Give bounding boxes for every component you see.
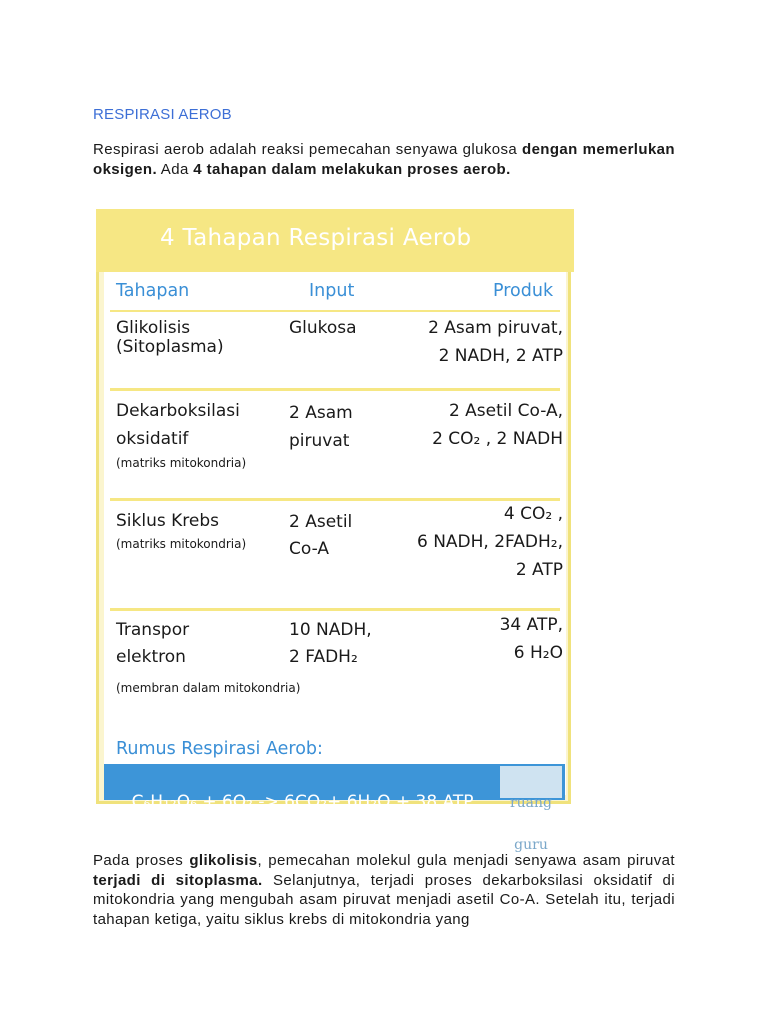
logo-line2: guru bbox=[514, 837, 548, 853]
header-product: Produk bbox=[493, 281, 554, 301]
row3-product-line2: 6 NADH, 2FADH₂, bbox=[416, 532, 563, 552]
row3-input-line2: Co-A bbox=[289, 539, 329, 559]
body-bold-1: glikolisis bbox=[189, 852, 258, 869]
intro-bold-1: dengan memerlukan oksigen. bbox=[93, 141, 675, 178]
header-stage: Tahapan bbox=[116, 281, 190, 301]
row3-input-line1: 2 Asetil bbox=[289, 512, 353, 532]
body-text-3: Selanjutnya, terjadi proses dekarboksilasi oksidatif di mitokondria yang mengubah asam piruvat menjadi asetil Co-A. Setelah itu, terjadi tahapan ketiga, yaitu siklus krebs di mitokondria yang bbox=[93, 871, 675, 928]
formula-title: Rumus Respirasi Aerob: bbox=[116, 739, 323, 759]
row2-location: (matriks mitokondria) bbox=[116, 456, 247, 470]
row-divider bbox=[110, 388, 560, 391]
body-paragraph bbox=[93, 851, 675, 929]
row4-input-line2: 2 FADH₂ bbox=[289, 647, 358, 667]
row2-input-line2: piruvat bbox=[289, 431, 350, 451]
row3-location: (matriks mitokondria) bbox=[116, 537, 247, 551]
intro-text-2: Ada bbox=[157, 160, 194, 178]
header-input: Input bbox=[309, 281, 355, 301]
row1-stage-line1: Glikolisis bbox=[116, 318, 191, 338]
row3-product-line1: 4 CO₂ , bbox=[503, 504, 563, 524]
row1-stage-line2: (Sitoplasma) bbox=[116, 337, 224, 357]
row-divider bbox=[110, 608, 560, 611]
body-text-1: Pada proses bbox=[93, 852, 190, 869]
row4-stage-line2: elektron bbox=[116, 647, 186, 667]
row4-product-line2: 6 H₂O bbox=[513, 643, 563, 663]
row2-input-line1: 2 Asam bbox=[289, 403, 353, 423]
row2-stage-line2: oksidatif bbox=[116, 429, 189, 449]
intro-text-1: Respirasi aerob adalah reaksi pemecahan senyawa glukosa bbox=[93, 141, 522, 158]
row2-product-line1: 2 Asetil Co-A, bbox=[448, 401, 563, 421]
body-text-2: , pemecahan molekul gula menjadi senyawa asam piruvat bbox=[257, 852, 675, 869]
row4-input-line1: 10 NADH, bbox=[289, 620, 372, 640]
row2-stage-line1: Dekarboksilasi bbox=[116, 401, 240, 421]
formula-bar bbox=[104, 764, 565, 853]
intro-bold-2: 4 tahapan dalam melakukan proses aerob. bbox=[193, 160, 511, 178]
row1-product-line1: 2 Asam piruvat, bbox=[428, 318, 563, 338]
formula-text: C₆H₁₂O₆ + 6O₂ -> 6CO₂+ 6H₂O + 38 ATP bbox=[131, 792, 474, 812]
row4-product-line1: 34 ATP, bbox=[499, 615, 563, 635]
respiration-infographic bbox=[96, 209, 571, 853]
infographic-title: 4 Tahapan Respirasi Aerob bbox=[96, 209, 574, 272]
row3-stage: Siklus Krebs bbox=[116, 511, 219, 531]
row2-product-line2: 2 CO₂ , 2 NADH bbox=[432, 429, 563, 449]
logo-line1: ruang bbox=[509, 795, 553, 811]
row-divider bbox=[110, 498, 560, 501]
row1-product-line2: 2 NADH, 2 ATP bbox=[438, 346, 563, 366]
row4-stage-line1: Transpor bbox=[116, 620, 190, 640]
row3-product-line3: 2 ATP bbox=[515, 560, 563, 580]
body-bold-2: terjadi di sitoplasma. bbox=[93, 871, 263, 889]
header-divider bbox=[110, 310, 560, 312]
ruangguru-logo bbox=[500, 766, 562, 853]
row1-input: Glukosa bbox=[289, 318, 357, 338]
row4-location: (membran dalam mitokondria) bbox=[116, 681, 301, 695]
stages-table bbox=[104, 272, 566, 795]
intro-paragraph bbox=[93, 140, 675, 179]
section-heading: RESPIRASI AEROB bbox=[93, 106, 232, 123]
